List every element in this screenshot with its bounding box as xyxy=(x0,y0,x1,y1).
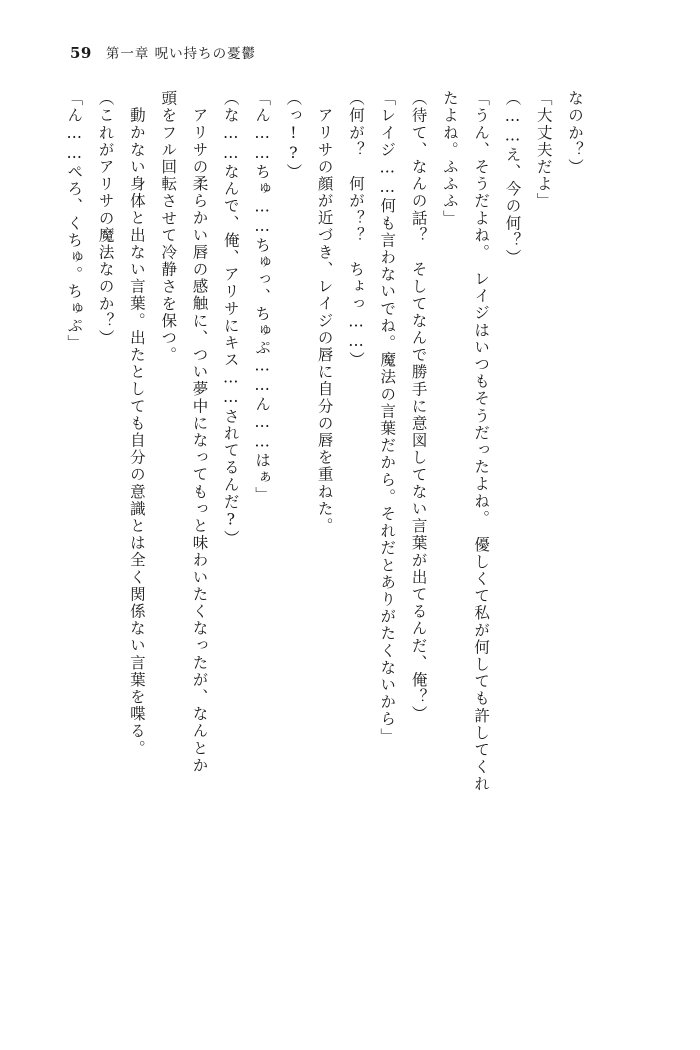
vertical-text-block xyxy=(58,90,590,1015)
chapter-title: 第一章 呪い持ちの憂鬱 xyxy=(105,46,257,62)
text-line: 動かない身体と出ない言葉。出たとしても自分の意識とは全く関係ない言葉を喋る。 xyxy=(127,107,146,757)
text-line: （待て、なんの話？ そしてなんで勝手に意図してない言葉が出てるんだ、俺？） xyxy=(409,90,428,723)
text-line: 「大丈夫だよ」 xyxy=(534,90,553,210)
page-number: 59 xyxy=(70,44,92,62)
text-line: なのか？） xyxy=(566,90,585,176)
text-line: （……え、今の何？） xyxy=(503,90,522,266)
text-line: たよね。ふふふ」 xyxy=(440,90,459,227)
text-line: （何が？ 何が？？ ちょっ……） xyxy=(346,90,365,369)
text-line: 「ん……ちゅ……ちゅっ、ちゅぷ……ん……はぁ」 xyxy=(253,90,272,504)
text-line: アリサの顔が近づき、レイジの唇に自分の唇を重ねた。 xyxy=(315,107,334,535)
text-line: （な……なんで、俺、アリサにキス……されてるんだ?） xyxy=(221,90,240,548)
text-line: 「ん……ぺろ、くちゅ。ちゅぷ」 xyxy=(65,90,84,352)
text-line: （これがアリサの魔法なのか？） xyxy=(96,90,115,347)
text-line: 「レイジ……何も言わないでね。魔法の言葉だから。それだとありがたくないから」 xyxy=(378,90,397,745)
page-body xyxy=(58,90,642,1015)
text-line: （っ!?） xyxy=(284,90,303,181)
text-line: アリサの柔らかい唇の感触に、つい夢中になってもっと味わいたくなったが、なんとか xyxy=(190,107,209,774)
text-line: 「うん、そうだよね。 レイジはいつもそうだったよね。 優しくて私が何しても許してくれ xyxy=(472,90,491,793)
page-header xyxy=(70,42,256,62)
text-line: 頭をフル回転させて冷静さを保つ。 xyxy=(159,90,178,364)
